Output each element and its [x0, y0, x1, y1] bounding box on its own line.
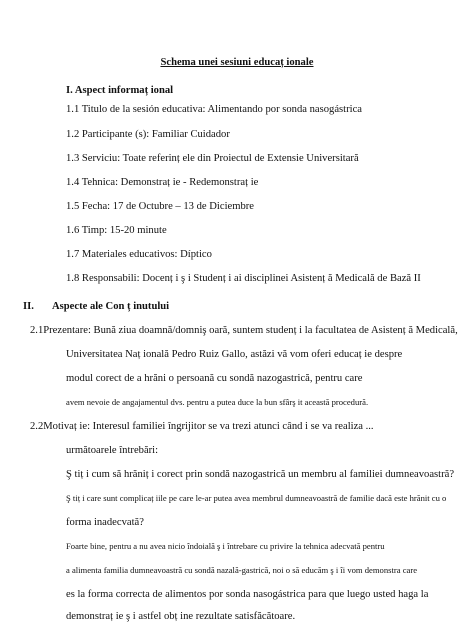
info-item-1-7: 1.7 Materiales educativos: Díptico	[66, 249, 212, 260]
info-item-1-4: 1.4 Tehnica: Demonstraț ie - Redemonstraț ie	[66, 177, 259, 188]
info-item-1-8: 1.8 Responsabili: Docenț i ş i Studenț i ai disciplinei Asistenț ă Medicală de Bază II	[66, 273, 421, 284]
section-2-line-9: forma inadecvată?	[66, 517, 144, 528]
section-2-line-6: următoarele întrebări:	[66, 445, 159, 456]
section-2-line-5: 2.2Motivaț ie: Interesul familiei îngrijitor se va trezi atunci când i se va realiza ...	[30, 421, 374, 432]
info-item-1-3: 1.3 Serviciu: Toate referinț ele din Proiectul de Extensie Universitară	[66, 153, 359, 164]
section-2-line-13: demonstraț ie ş i astfel obț ine rezultate satisfăcătoare.	[66, 611, 296, 622]
section-2-line-2: Universitatea Naț ională Pedro Ruiz Gallo, astăzi vă vom oferi educaț ie despre	[66, 349, 403, 360]
section-2-number: II.	[23, 301, 34, 312]
section-2-line-1: 2.1Prezentare: Bună ziua doamnă/domniş oară, suntem studenț i la facultatea de Asistenț ă Medicală,	[30, 325, 458, 336]
info-item-1-5: 1.5 Fecha: 17 de Octubre – 13 de Diciembre	[66, 201, 254, 212]
section-2-line-10: Foarte bine, pentru a nu avea nicio îndoială ş i întrebare cu privire la tehnica adecvată pentru	[66, 541, 385, 551]
info-item-1-1: 1.1 Titulo de la sesión educativa: Alimentando por sonda nasogástrica	[66, 104, 362, 115]
section-2-line-11: a alimenta familia dumneavoastră cu sondă nazală-gastrică, noi o să educăm ş i îi vom demonstra care	[66, 565, 418, 575]
info-item-1-2: 1.2 Participante (s): Familiar Cuidador	[66, 129, 230, 140]
document-title: Schema unei sesiuni educaț ionale	[160, 57, 314, 68]
section-2-line-4: avem nevoie de angajamentul dvs. pentru a putea duce la bun sfârş it această procedură.	[66, 397, 369, 407]
info-item-1-6: 1.6 Timp: 15-20 minute	[66, 225, 167, 236]
section-2-line-8: Ş tiț i care sunt complicaț iile pe care le-ar putea avea membrul dumneavoastră de familie dacă este hrănit cu o	[66, 493, 447, 503]
section-1-heading: I. Aspect informaț ional	[66, 85, 174, 96]
section-2-heading: Aspecte ale Con ț inutului	[52, 301, 170, 312]
section-2-line-7: Ş tiț i cum să hrăniț i corect prin sondă nazogastrică un membru al familiei dumneavoastră?	[66, 469, 455, 480]
section-2-line-12: es la forma correcta de alimentos por sonda nasogástrica para que luego usted haga la	[66, 589, 429, 600]
section-2-line-3: modul corect de a hrăni o persoană cu sondă nazogastrică, pentru care	[66, 373, 363, 384]
